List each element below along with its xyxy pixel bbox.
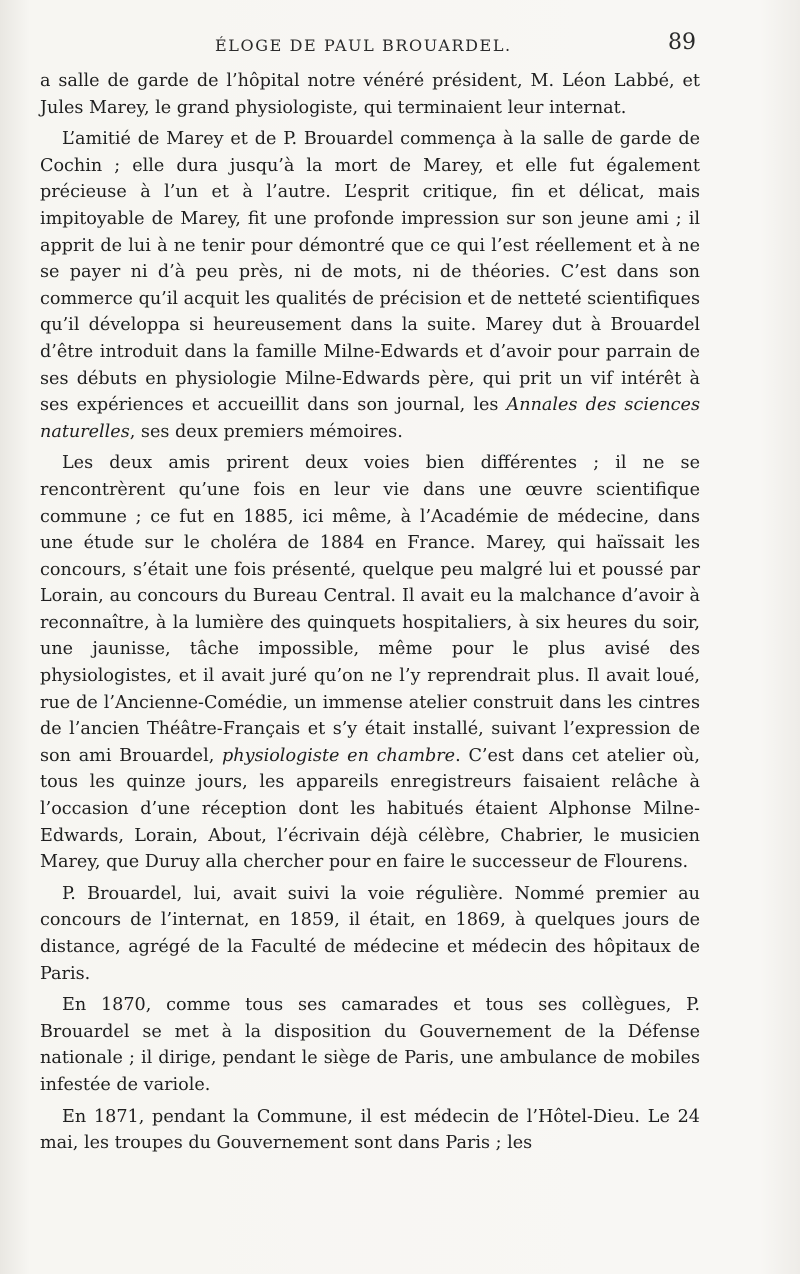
italic-text: Annales des sciences naturelles (40, 395, 700, 442)
paragraph (40, 992, 700, 1098)
running-title: ÉLOGE DE PAUL BROUARDEL. (215, 36, 512, 55)
italic-text: physiologiste en chambre (222, 745, 456, 766)
paragraph (40, 126, 700, 445)
paragraph (40, 450, 700, 876)
paragraph (40, 1104, 700, 1157)
text-run: a salle de garde de l’hôpital notre vénéré président, M. Léon Labbé, et Jules Marey, le grand physiologiste, qui terminaient leur internat. (40, 71, 700, 118)
text-run: P. Brouardel, lui, avait suivi la voie régulière. Nommé premier au concours de l’internat, en 1859, il était, en 1869, à quelques jours de distance, agrégé de la Faculté de médecine et médecin des hôpitaux de Paris. (40, 883, 700, 984)
text-run: . C’est dans cet atelier où, tous les quinze jours, les appareils enregistreurs faisaient relâche à l’occasion d’une réception dont les habitués étaient Alphonse Milne-Edwards, Lorain, About, l’écrivain déjà célèbre, Chabrier, le musicien Marey, que Duruy alla chercher pour en faire le successeur de Flourens. (40, 745, 700, 873)
text-run: En 1870, comme tous ses camarades et tous ses collègues, P. Brouardel se met à la disposition du Gouvernement de la Défense nationale ; il dirige, pendant le siège de Paris, une ambulance de mobiles infestée de variole. (40, 995, 700, 1095)
page-number: 89 (668, 30, 696, 55)
page-header (40, 30, 700, 66)
paragraph (40, 68, 700, 121)
text-run: , ses deux premiers mémoires. (129, 421, 403, 442)
text-run: L’amitié de Marey et de P. Brouardel commença à la salle de garde de Cochin ; elle dura jusqu’à la mort de Marey, et elle fut également précieuse à l’un et à l’autre. L’esprit critique, fin et délicat, mais impitoyable de Marey, fit une profonde impression sur son jeune ami ; il apprit de lui à ne tenir pour démontré que ce qui l’est réellement et à ne se payer ni d’à peu près, ni de mots, ni de théories. C’est dans son commerce qu’il acquit les qualités de précision et de netteté scientifiques qu’il développa si heureusement dans la suite. Marey dut à Brouardel d’être introduit dans la famille Milne-Edwards et d’avoir pour parrain de ses débuts en physiologie Milne-Edwards père, qui prit un vif intérêt à ses expériences et accueillit dans son journal, les (40, 129, 700, 416)
paragraph (40, 881, 700, 987)
text-run: Les deux amis prirent deux voies bien différentes ; il ne se rencontrèrent qu’une fois en leur vie dans une œuvre scientifique commune ; ce fut en 1885, ici même, à l’Académie de médecine, dans une étude sur le choléra de 1884 en France. Marey, qui haïssait les concours, s’était une fois présenté, quelque peu malgré lui et poussé par Lorain, au concours du Bureau Central. Il avait eu la malchance d’avoir à reconnaître, à la lumière des quinquets hospitaliers, à six heures du soir, une jaunisse, tâche impossible, même pour le plus avisé des physiologistes, et il avait juré qu’on ne l’y reprendrait plus. Il avait loué, rue de l’Ancienne-Comédie, un immense atelier construit dans les cintres de l’ancien Théâtre-Français et s’y était installé, suivant l’expression de son ami Brouardel, (40, 453, 700, 766)
body-text (40, 68, 700, 1157)
text-run: En 1871, pendant la Commune, il est médecin de l’Hôtel-Dieu. Le 24 mai, les troupes du Gouvernement sont dans Paris ; les (40, 1106, 700, 1154)
